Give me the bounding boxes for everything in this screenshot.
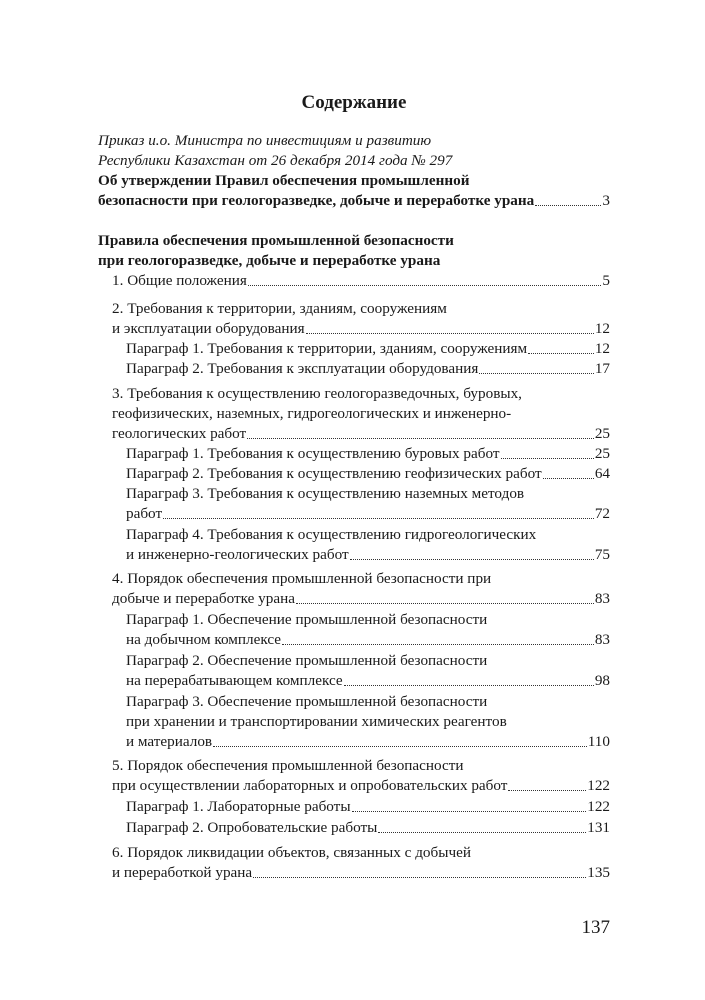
section-6-row <box>98 863 610 883</box>
toc-section-5-paragraph-1[interactable] <box>98 797 610 817</box>
rules-heading <box>98 231 610 271</box>
section-2-row <box>98 319 610 339</box>
paragraph-text: Параграф 2. Требования к эксплуатации оборудования <box>126 360 479 377</box>
toc-section-3-paragraph-4[interactable] <box>98 525 610 565</box>
section-5-row <box>98 776 610 796</box>
paragraph-text: Параграф 2. Требования к осуществлению геофизических работ <box>126 465 542 482</box>
paragraph-text: Параграф 2. Опробовательские работы <box>126 819 378 836</box>
section-3-line-2: геофизических, наземных, гидрогеологических и инженерно- <box>112 405 512 422</box>
paragraph-line-1: Параграф 2. Обеспечение промышленной безопасности <box>126 652 488 669</box>
rules-heading-line-1: Правила обеспечения промышленной безопасности <box>98 232 454 249</box>
paragraph-line-2: на добычном комплексе <box>126 631 282 648</box>
section-2-line-1: 2. Требования к территории, зданиям, сооружениям <box>112 300 447 317</box>
section-3-line-3: геологических работ <box>112 425 247 442</box>
paragraph-text: Параграф 1. Требования к осуществлению буровых работ <box>126 445 500 462</box>
rules-heading-line-2: при геологоразведке, добыче и переработке урана <box>98 252 441 269</box>
page-ref: 25 <box>594 425 610 442</box>
leader-dots <box>296 603 594 604</box>
leader-dots <box>163 518 594 519</box>
leader-dots <box>535 205 601 206</box>
paragraph-row <box>98 818 610 838</box>
paragraph-text: Параграф 1. Лабораторные работы <box>126 798 351 815</box>
page-ref: 64 <box>594 465 610 482</box>
paragraph-row <box>98 464 610 484</box>
section-4-line-1: 4. Порядок обеспечения промышленной безопасности при <box>112 570 492 587</box>
section-3-line-1: 3. Требования к осуществлению геологоразведочных, буровых, <box>112 385 522 402</box>
paragraph-line-2: работ <box>126 505 163 522</box>
paragraph-line-1: Параграф 3. Требования к осуществлению наземных методов <box>126 485 525 502</box>
leader-dots <box>479 373 593 374</box>
page-ref: 3 <box>602 192 610 209</box>
toc-section-4-paragraph-3[interactable] <box>98 692 610 752</box>
toc-section-2-paragraph-1[interactable] <box>98 339 610 359</box>
paragraph-line-3: и материалов <box>126 733 213 750</box>
paragraph-text: Параграф 1. Требования к территории, зданиям, сооружениям <box>126 340 528 357</box>
page-ref: 110 <box>587 733 610 750</box>
paragraph-line-2: при хранении и транспортировании химических реагентов <box>126 713 507 730</box>
section-4-row <box>98 589 610 609</box>
paragraph-line-1: Параграф 1. Обеспечение промышленной безопасности <box>126 611 488 628</box>
page-title: Содержание <box>301 92 407 113</box>
page-number: 137 <box>581 917 610 938</box>
leader-dots <box>306 333 594 334</box>
toc-page <box>98 0 610 1000</box>
leader-dots <box>508 790 586 791</box>
section-2-line-2: и эксплуатации оборудования <box>112 320 305 337</box>
toc-section-4-paragraph-2[interactable] <box>98 651 610 691</box>
paragraph-line-2: и инженерно-геологических работ <box>126 546 349 563</box>
leader-dots <box>543 478 594 479</box>
order-title-row <box>98 191 610 211</box>
toc-section-6[interactable] <box>98 843 610 883</box>
page-ref: 17 <box>594 360 610 377</box>
leader-dots <box>528 353 594 354</box>
leader-dots <box>247 438 594 439</box>
section-6-line-2: и переработкой урана <box>112 864 253 881</box>
paragraph-line-2: на перерабатывающем комплексе <box>126 672 343 689</box>
paragraph-row <box>98 339 610 359</box>
leader-dots <box>248 285 602 286</box>
leader-dots <box>282 644 594 645</box>
page-ref: 25 <box>594 445 610 462</box>
toc-section-4[interactable] <box>98 569 610 609</box>
page-ref: 72 <box>594 505 610 522</box>
order-line-2: Республики Казахстан от 26 декабря 2014 года № 297 <box>98 152 453 169</box>
paragraph-row <box>98 504 610 524</box>
section-1-row <box>98 271 610 291</box>
leader-dots <box>378 832 586 833</box>
toc-section-5[interactable] <box>98 756 610 796</box>
page-ref: 83 <box>594 631 610 648</box>
section-5-line-2: при осуществлении лабораторных и опробовательских работ <box>112 777 508 794</box>
toc-section-4-paragraph-1[interactable] <box>98 610 610 650</box>
toc-section-3-paragraph-1[interactable] <box>98 444 610 464</box>
page-ref: 75 <box>594 546 610 563</box>
toc-section-2-paragraph-2[interactable] <box>98 359 610 379</box>
page-ref: 122 <box>587 777 610 794</box>
paragraph-row <box>98 630 610 650</box>
page-ref: 83 <box>594 590 610 607</box>
page-ref: 5 <box>602 272 610 289</box>
order-line-1: Приказ и.о. Министра по инвестициям и развитию <box>98 132 432 149</box>
paragraph-row <box>98 359 610 379</box>
page-ref: 98 <box>594 672 610 689</box>
toc-section-5-paragraph-2[interactable] <box>98 818 610 838</box>
toc-section-3-paragraph-3[interactable] <box>98 484 610 524</box>
leader-dots <box>213 746 587 747</box>
paragraph-row <box>98 671 610 691</box>
order-title-entry[interactable] <box>98 171 610 211</box>
page-ref: 122 <box>587 798 610 815</box>
page-ref: 135 <box>587 864 610 881</box>
paragraph-line-1: Параграф 4. Требования к осуществлению гидрогеологических <box>126 526 537 543</box>
section-4-line-2: добыче и переработке урана <box>112 590 295 607</box>
order-title-line-2: безопасности при геологоразведке, добыче и переработке урана <box>98 192 535 209</box>
order-reference <box>98 131 610 171</box>
toc-section-3-paragraph-2[interactable] <box>98 464 610 484</box>
paragraph-row <box>98 797 610 817</box>
page-ref: 12 <box>594 320 610 337</box>
toc-section-3[interactable] <box>98 384 610 444</box>
page-ref: 12 <box>594 340 610 357</box>
order-title-line-1: Об утверждении Правил обеспечения промышленной <box>98 172 470 189</box>
section-3-row <box>98 424 610 444</box>
paragraph-row <box>98 545 610 565</box>
toc-section-2[interactable] <box>98 299 610 339</box>
leader-dots <box>352 811 587 812</box>
leader-dots <box>501 458 594 459</box>
section-1-text: 1. Общие положения <box>112 272 247 289</box>
paragraph-row <box>98 732 610 752</box>
leader-dots <box>253 877 586 878</box>
paragraph-line-1: Параграф 3. Обеспечение промышленной безопасности <box>126 693 488 710</box>
paragraph-row <box>98 444 610 464</box>
leader-dots <box>344 685 594 686</box>
leader-dots <box>350 559 594 560</box>
page-ref: 131 <box>587 819 610 836</box>
toc-section-1[interactable] <box>98 271 610 291</box>
section-5-line-1: 5. Порядок обеспечения промышленной безопасности <box>112 757 464 774</box>
section-6-line-1: 6. Порядок ликвидации объектов, связанных с добычей <box>112 844 471 861</box>
